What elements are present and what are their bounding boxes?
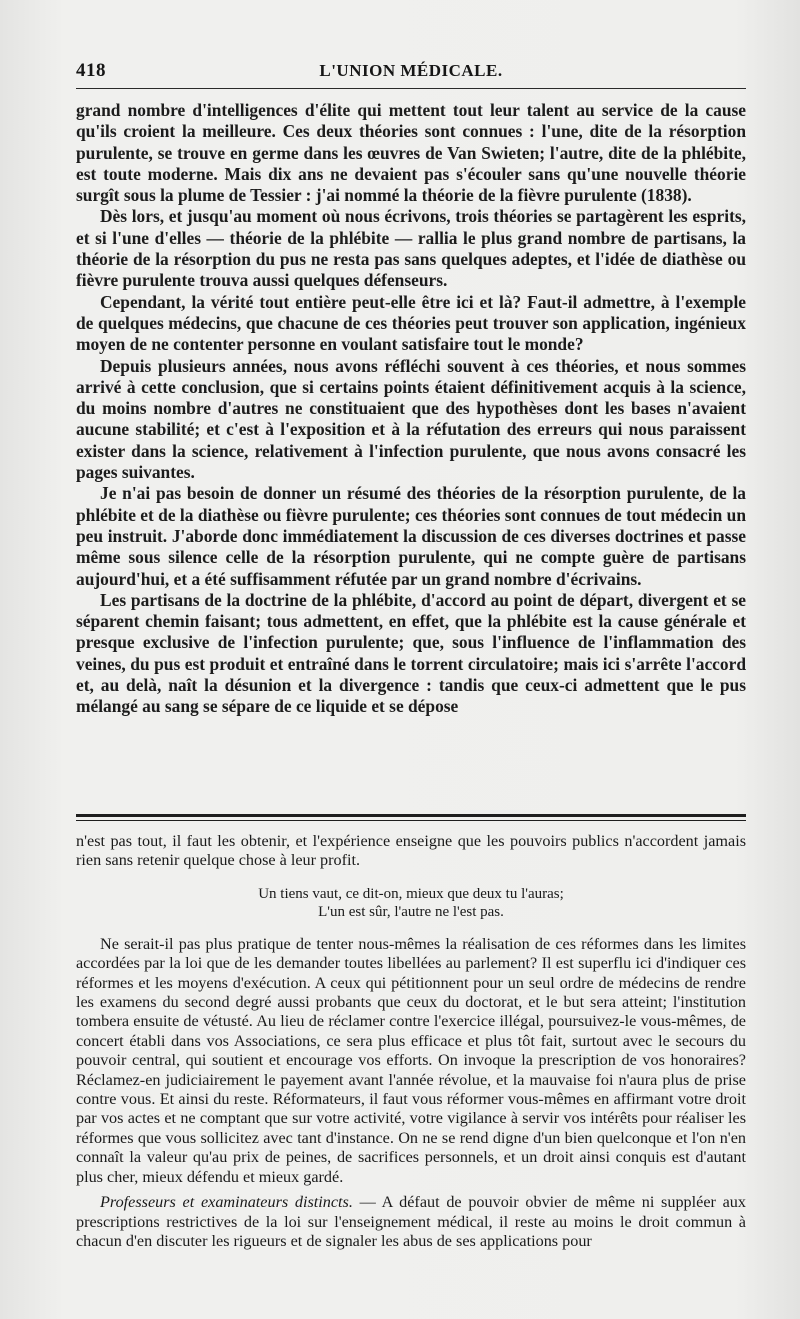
page-header: [76, 58, 746, 89]
page-number: 418: [76, 60, 106, 81]
section-subheading: Professeurs et examinateurs distincts.: [100, 1193, 353, 1212]
paragraph: Dès lors, et jusqu'au moment où nous écrivons, trois théories se partagèrent les esprits, et si l'une d'elles — théorie de la phlébite — rallia le plus grand nombre de partisans, la théorie de la résorption du pus ne resta pas sans quelques adeptes, et l'idée de diathèse ou fièvre purulente trouva aussi quelques défenseurs.: [76, 206, 746, 291]
paragraph: n'est pas tout, il faut les obtenir, et l'expérience enseigne que les pouvoirs publics n'accordent jamais rien sans retenir quelque chose à leur profit.: [76, 832, 746, 870]
verse-quote: [76, 885, 746, 921]
paragraph: grand nombre d'intelligences d'élite qui mettent tout leur talent au service de la cause qu'ils croient la meilleure. Ces deux théories sont connues : l'une, dite de la résorption purulente, se trouve en germe dans les œuvres de Van Swieten; l'autre, dite de la phlébite, est toute moderne. Mais dix ans ne devaient pas s'écouler sans qu'une nouvelle théorie surgît sous la plume de Tessier : j'ai nommé la théorie de la fièvre purulente (1838).: [76, 100, 746, 206]
paragraph-text: — A défaut de pouvoir obvier de même ni suppléer aux prescriptions restrictives de la loi sur l'enseignement médical, il reste au moins le droit commun à chacun d'en discuter les rigueurs et de signaler les abus de ses applications pour: [76, 1193, 746, 1250]
verse-line: L'un est sûr, l'autre ne l'est pas.: [318, 903, 504, 920]
feuilleton-section: [76, 832, 746, 1251]
verse-line: Un tiens vaut, ce dit-on, mieux que deux tu l'auras;: [258, 885, 564, 902]
feuilleton-divider-thin: [76, 820, 746, 821]
paragraph: Ne serait-il pas plus pratique de tenter nous-mêmes la réalisation de ces réformes dans les limites accordées par la loi que de les demander toutes libellées au parlement? Il est superflu ici d'indiquer ces réformes et les moyens d'exécution. A ceux qui pétitionnent pour un seul ordre de médecins de rendre les examens du second degré aussi probants que ceux du doctorat, et le but sera atteint; l'institution tombera ensuite de vétusté. Au lieu de réclamer contre l'exercice illégal, poursuivez-le vous-mêmes, de concert établi dans vos Associations, ce sera plus efficace et plus tôt fait, surtout avec le secours du pouvoir central, qui soutient et encourage vos efforts. On invoque la prescription de vos honoraires? Réclamez-en judiciairement le payement avant l'année révolue, et la mauvaise foi n'aura plus de prise contre vous. Et ainsi du reste. Réformateurs, il faut vous réformer vous-mêmes en affirmant votre droit par vos actes et ne comptant que sur votre activité, votre vigilance à servir vos intérêts pour réaliser les réformes que vous sollicitez avec tant d'instance. On ne se rend digne d'un bien quelconque et l'on n'en connaît la valeur qu'au prix de peines, de sacrifices personnels, et un droit ainsi conquis est d'autant plus cher, mieux défendu et mieux gardé.: [76, 934, 746, 1186]
paragraph: Cependant, la vérité tout entière peut-elle être ici et là? Faut-il admettre, à l'exemple de quelques médecins, que chacune de ces théories peut trouver son application, ingénieux moyen de ne contenter personne en voulant satisfaire tout le monde?: [76, 291, 746, 355]
running-head: L'UNION MÉDICALE.: [319, 61, 503, 80]
paragraph: Les partisans de la doctrine de la phlébite, d'accord au point de départ, divergent et se séparent chemin faisant; tous admettent, en effet, que la phlébite est la cause générale et presque exclusive de l'infection purulente; que, sous l'influence de l'inflammation des veines, du pus est produit et entraîné dans le torrent circulatoire; mais ici s'arrête l'accord et, au delà, naît la désunion et la divergence : tandis que ceux-ci admettent que le pus mélangé au sang se sépare de ce liquide et se dépose: [76, 589, 746, 717]
paragraph: [76, 1193, 746, 1251]
feuilleton-divider: [76, 814, 746, 817]
paragraph: Je n'ai pas besoin de donner un résumé des théories de la résorption purulente, de la phlébite et de la diathèse ou fièvre purulente; ces théories sont connues de tout médecin un peu instruit. J'aborde donc immédiatement la discussion de ces diverses doctrines et passe même sous silence celle de la résorption purulente, qui ne compte guère de partisans aujourd'hui, et a été suffisamment réfutée par un grand nombre d'écrivains.: [76, 483, 746, 589]
main-article: [76, 100, 746, 718]
paragraph: Depuis plusieurs années, nous avons réfléchi souvent à ces théories, et nous sommes arrivé à cette conclusion, que si certains points étaient définitivement acquis à la science, du moins nombre d'autres ne constituaient que des hypothèses dont les bases n'avaient aucune stabilité; et c'est à l'exposition et à la réfutation des erreurs qui nous paraissent exister dans la science, relativement à l'infection purulente, que nous avons consacré les pages suivantes.: [76, 355, 746, 483]
